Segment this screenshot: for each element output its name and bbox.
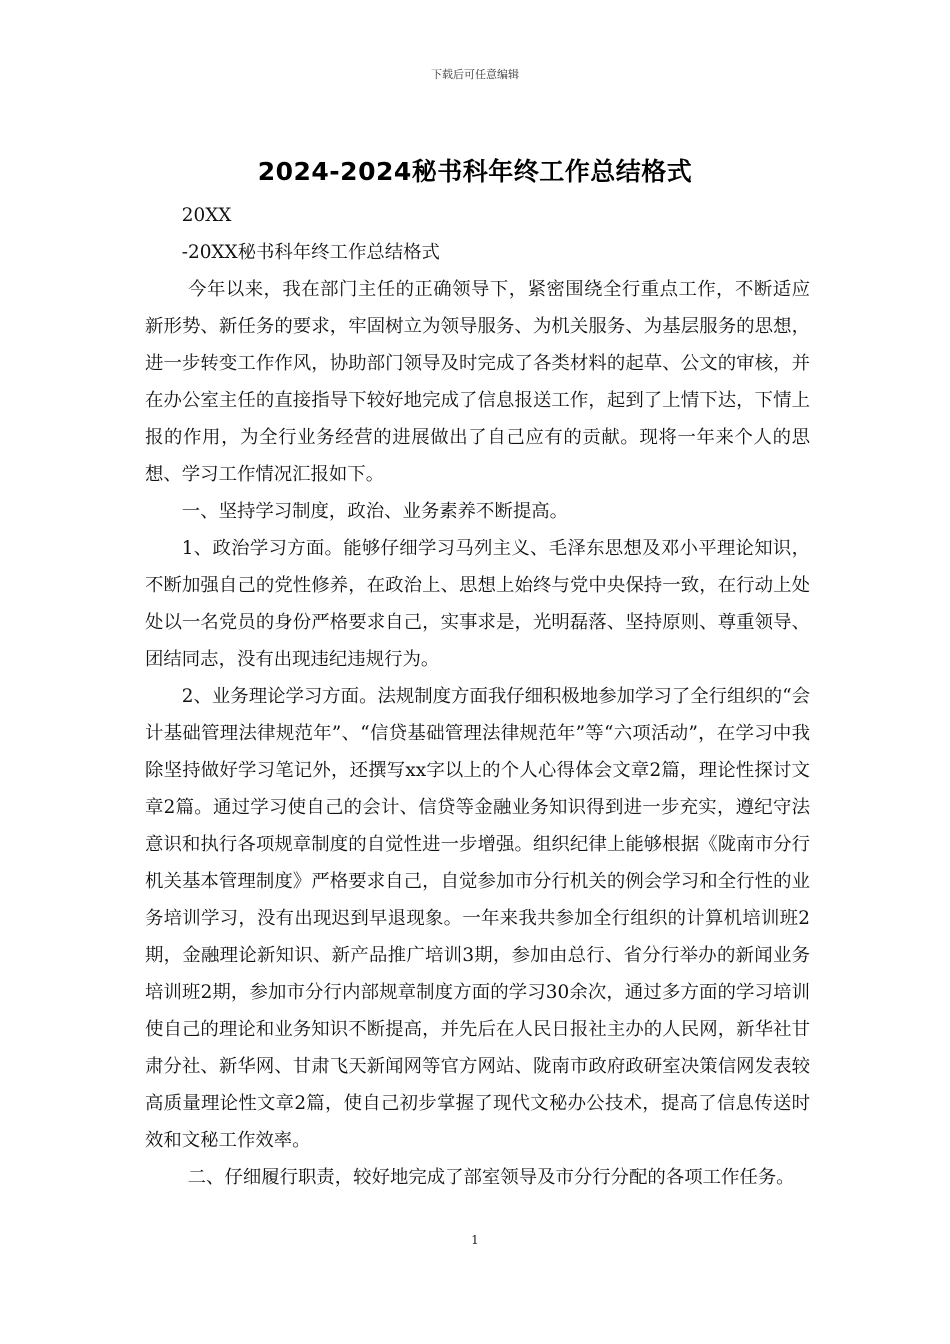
paragraph-year: 20XX — [181, 205, 232, 226]
page-number: 1 — [471, 1233, 479, 1247]
document-body — [145, 197, 810, 1196]
section-heading-2: 二、仔细履行职责，较好地完成了部室领导及市分行分配的各项工作任务。 — [181, 1167, 795, 1188]
paragraph-subtitle: -20XX秘书科年终工作总结格式 — [181, 242, 440, 263]
header-note: 下载后可任意编辑 — [431, 68, 519, 81]
paragraph-intro: 今年以来，我在部门主任的正确领导下，紧密围绕全行重点工作，不断适应新形势、新任务的要求，牢固树立为领导服务、为机关服务、为基层服务的思想，进一步转变工作作风，协助部门领导及时完成了各类材料的起草、公文的审核，并在办公室主任的直接指导下较好地完成了信息报送工作，起到了上情下达，下情上报的作用，为全行业务经营的进展做出了自己应有的贡献。现将一年来个人的思想、学习工作情况汇报如下。 — [145, 279, 810, 485]
section-heading-1: 一、坚持学习制度，政治、业务素养不断提高。 — [181, 501, 569, 522]
document-title: 2024-2024秘书科年终工作总结格式 — [257, 157, 693, 186]
paragraph-business-study: 2、业务理论学习方面。法规制度方面我仔细积极地参加学习了全行组织的“会计基础管理法律规范年”、“信贷基础管理法律规范年”等“六项活动”，在学习中我除坚持做好学习笔记外，还撰写xx字以上的个人心得体会文章2篇，理论性探讨文章2篇。通过学习使自己的会计、信贷等金融业务知识得到进一步充实，遵纪守法意识和执行各项规章制度的自觉性进一步增强。组织纪律上能够根据《陇南市分行机关基本管理制度》严格要求自己，自觉参加市分行机关的例会学习和全行性的业务培训学习，没有出现迟到早退现象。一年来我共参加全行组织的计算机培训班2期，金融理论新知识、新产品推广培训3期，参加由总行、省分行举办的新闻业务培训班2期，参加市分行内部规章制度方面的学习30余次，通过多方面的学习培训使自己的理论和业务知识不断提高，并先后在人民日报社主办的人民网，新华社甘肃分社、新华网、甘肃飞天新闻网等官方网站、陇南市政府政研室决策信网发表较高质量理论性文章2篇，使自己初步掌握了现代文秘办公技术，提高了信息传送时效和文秘工作效率。 — [145, 686, 810, 1151]
paragraph-political-study: 1、政治学习方面。能够仔细学习马列主义、毛泽东思想及邓小平理论知识，不断加强自己的党性修养，在政治上、思想上始终与党中央保持一致，在行动上处处以一名党员的身份严格要求自己，实事求是，光明磊落、坚持原则、尊重领导、团结同志，没有出现违纪违规行为。 — [145, 538, 810, 670]
